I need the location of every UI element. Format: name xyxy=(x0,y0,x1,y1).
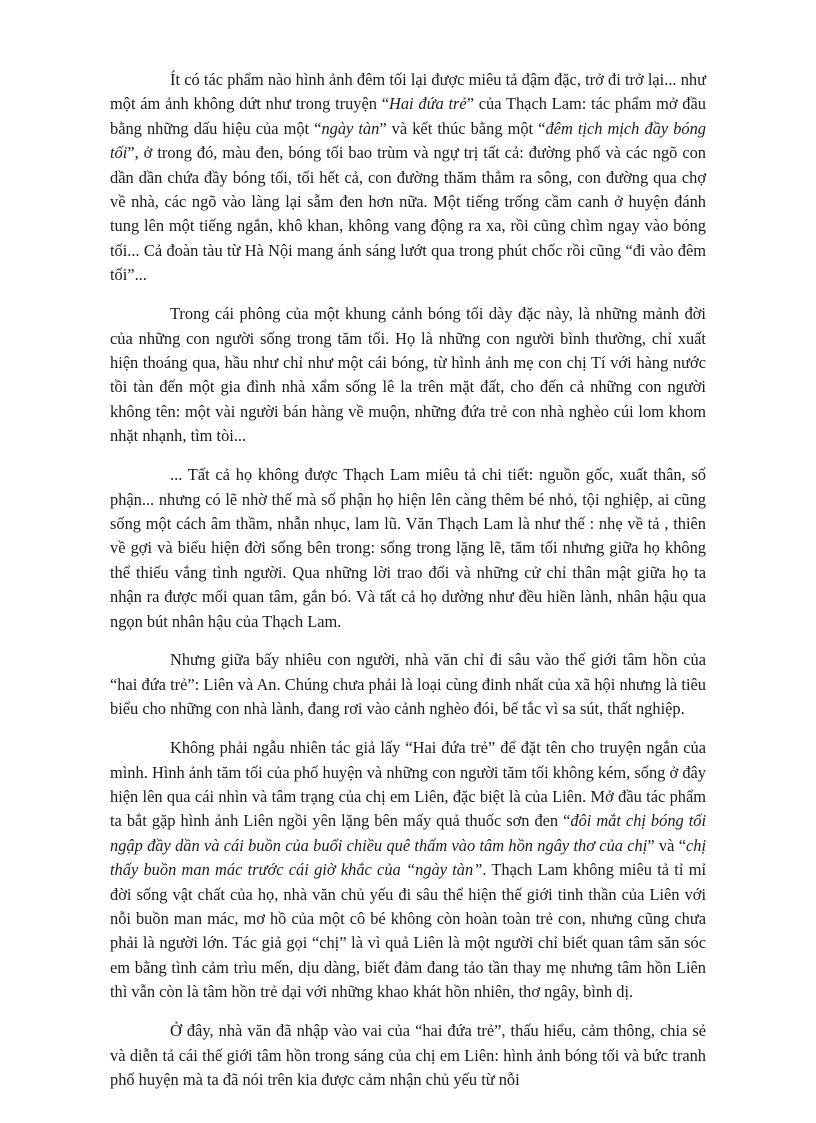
text-run: Nhưng giữa bấy nhiêu con người, nhà văn chỉ đi sâu vào thế giới tâm hồn của “hai đứa trẻ”: Liên và An. Chúng chưa phải là loại cùng đinh nhất của xã hội nhưng là tiêu biểu cho những con nhà lành, đang rơi vào cảnh nghèo đói, bế tắc vì sa sút, thất nghiệp. xyxy=(110,650,706,719)
paragraph-3 xyxy=(110,463,706,634)
paragraph-5 xyxy=(110,736,706,1004)
italic-quote: đêm tịch mịch đầy bóng tối xyxy=(110,118,706,163)
text-run: Không phải ngẫu nhiên tác giả lấy “Hai đứa trẻ” để đặt tên cho truyện ngắn của mình. Hình ảnh tăm tối của phố huyện và những con người tăm tối không kém, sống ở đây hiện lên qua cái nhìn và tâm trạng của chị em Liên, đặc biệt là của Liên. Mở đầu tác phẩm ta bắt gặp hình ảnh Liên ngồi yên lặng bên mấy quả thuốc sơn đen “ xyxy=(110,738,706,831)
text-run: Trong cái phông của một khung cảnh bóng tối dày đặc này, là những mảnh đời của những con người sống trong tăm tối. Họ là những con người bình thường, chỉ xuất hiện thoáng qua, hầu như chỉ như một cái bóng, từ hình ảnh mẹ con chị Tí với hàng nước tồi tàn đến một gia đình nhà xẩm sống lê la trên mặt đất, cho đến cả những con người không tên: một vài người bán hàng về muộn, những đứa trẻ con nhà nghèo cúi lom khom nhặt nhạnh, tìm tòi... xyxy=(110,304,706,446)
document-page xyxy=(110,68,706,1107)
italic-quote: đôi mắt chị bóng tối ngập đầy dần và cái buồn của buổi chiều quê thấm vào tâm hồn ngây thơ của chị xyxy=(110,811,707,855)
text-run: ” của Thạch Lam: tác phẩm mở đầu bằng những dấu hiệu của một “ xyxy=(110,94,706,138)
text-run: Ở đây, nhà văn đã nhập vào vai của “hai đứa trẻ”, thấu hiểu, cảm thông, chia sẻ và diễn tả cái thế giới tâm hồn trong sáng của chị em Liên: hình ảnh bóng tối và bức tranh phố huyện mà ta đã nói trên kia được cảm nhận chủ yếu từ nỗi xyxy=(110,1021,706,1089)
paragraph-2 xyxy=(110,302,706,448)
text-run: ” và “ xyxy=(647,835,686,855)
text-run: ” và kết thúc bằng một “ xyxy=(379,118,546,138)
paragraph-4 xyxy=(110,648,706,721)
text-run: . Thạch Lam không miêu tả tỉ mỉ đời sống vật chất của họ, nhà văn chủ yếu đi sâu thể hiện thế giới tinh thần của Liên với nỗi buồn man mác, mơ hồ của một cô bé không còn hoàn toàn trẻ con, nhưng cũng chưa phải là người lớn. Tác giả gọi “chị” là vì quả Liên là một người chỉ biết quan tâm săn sóc em bằng tình cảm trìu mến, dịu dàng, biết đảm đang tảo tần thay mẹ nhưng tâm hồn Liên thì vẫn còn là tâm hồn trẻ dại với những khao khát hồn nhiên, thơ ngây, bình dị. xyxy=(110,860,706,1002)
italic-quote: ngày tàn xyxy=(321,118,380,138)
text-run: ”, ở trong đó, màu đen, bóng tối bao trùm và ngự trị tất cả: đường phố và các ngõ con dần dần chứa đầy bóng tối, tối hết cả, con đường thăm thẳm ra sông, con đường qua chợ về nhà, các ngõ vào làng lại sẫm đen hơn nữa. Một tiếng trống cầm canh ở huyện đánh tung lên một tiếng ngắn, khô khan, không vang động ra xa, rồi cũng chìm ngay vào bóng tối... Cả đoàn tàu từ Hà Nội mang ánh sáng lướt qua trong phút chốc rồi cũng “đi vào đêm tối”... xyxy=(110,143,706,285)
italic-quote: Hai đứa trẻ xyxy=(389,94,467,114)
text-run: ... Tất cả họ không được Thạch Lam miêu tả chi tiết: nguồn gốc, xuất thân, số phận... nhưng có lẽ nhờ thế mà số phận họ hiện lên càng thêm bé nhỏ, tội nghiệp, ai cũng sống một cách âm thầm, nhẫn nhục, lam lũ. Văn Thạch Lam là như thế : nhẹ về tả , thiên về gợi và biểu hiện đời sống bên trong: sống trong lặng lẽ, tăm tối nhưng giữa họ không thể thiếu vắng tình người. Qua những lời trao đổi và những cử chỉ thân mật giữa họ ta nhận ra được mối quan tâm, gắn bó. Và tất cả họ dường như đều hiền lành, nhân hậu qua ngọn bút nhân hậu của Thạch Lam. xyxy=(110,465,706,631)
paragraph-6 xyxy=(110,1019,706,1092)
text-run: Ít có tác phẩm nào hình ảnh đêm tối lại được miêu tả đậm đặc, trở đi trở lại... như một ám ảnh không dứt như trong truyện “ xyxy=(110,70,706,114)
paragraph-1 xyxy=(110,68,706,288)
italic-quote: chị thấy buồn man mác trước cái giờ khắc của “ngày tàn” xyxy=(110,835,706,880)
